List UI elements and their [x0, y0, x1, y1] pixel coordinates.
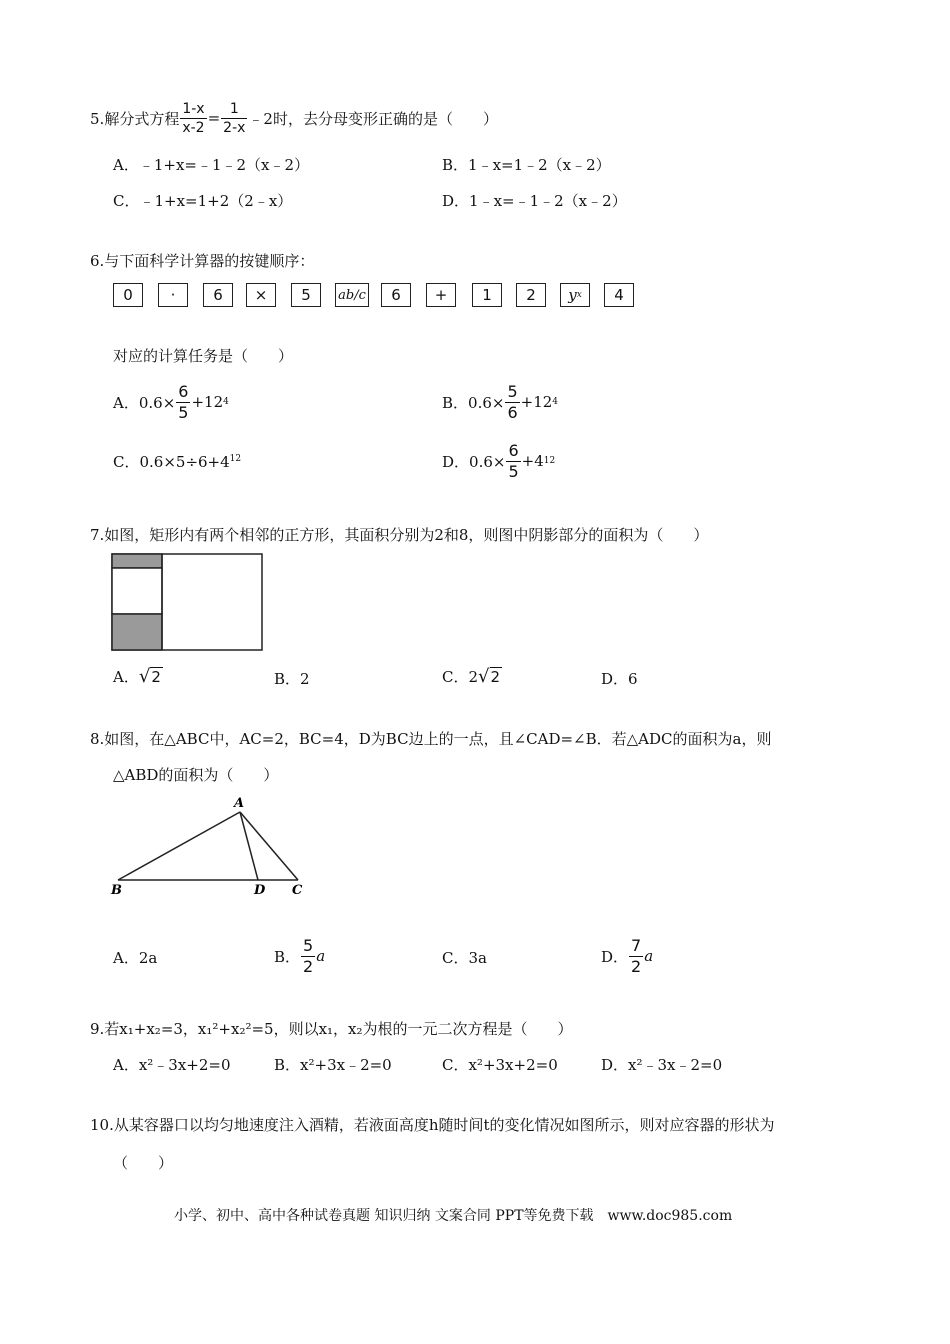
q6-option-b: B．0.6× $\frac{5}{6}$ +12 4	[442, 381, 559, 422]
q5-equals: =	[207, 109, 221, 127]
q9-option-c: C．x²+3x+2=0	[442, 1056, 558, 1074]
q8-stem-line1: 8.如图，在△ABC中，AC=2，BC=4，D为BC边上的一点，且∠CAD=∠B．若△ADC的面积为a，则	[90, 730, 772, 748]
q5-number-and-stem: 5.解分式方程	[90, 109, 180, 128]
q8-b-variable: a	[316, 947, 326, 965]
calculator-key-6: 6	[203, 283, 233, 307]
calculator-key-5: 5	[291, 283, 321, 307]
q8-d-variable: a	[644, 947, 654, 965]
calculator-key-4: 4	[604, 283, 634, 307]
q7-a-sqrt: √2	[138, 666, 161, 687]
q7-option-b: B．2	[274, 670, 310, 688]
q6-b-prefix: B．0.6×	[442, 393, 505, 412]
q6-d-prefix: D．0.6×	[442, 452, 506, 471]
small-square	[112, 568, 162, 614]
calculator-key-fraction: ab/c	[335, 283, 369, 307]
q10-stem-line1: 10.从某容器口以均匀地速度注入酒精，若液面高度h随时间t的变化情况如图所示，则对应容器的形状为	[90, 1116, 775, 1134]
q7-rectangle-figure	[111, 553, 265, 652]
q5-fraction-1: $\frac{1-x}{x-2}$	[182, 100, 205, 136]
q5-fraction-2: $\frac{1}{2-x}$	[223, 100, 246, 136]
q5-tail: ﹣2时，去分母变形正确的是（ ）	[248, 109, 498, 128]
q6-option-d: D．0.6× $\frac{6}{5}$ +4 12	[442, 440, 556, 481]
shaded-region-top	[112, 554, 162, 568]
calculator-key-times: ×	[246, 283, 276, 307]
q6-task: 对应的计算任务是（ ）	[113, 347, 294, 365]
vertex-label-c: C	[292, 883, 303, 898]
q8-d-label: D．	[601, 947, 629, 966]
shaded-region-bottom	[112, 614, 162, 650]
page-footer: 小学、初中、高中各种试卷真题 知识归纳 文案合同 PPT等免费下载 www.doc985.com	[174, 1208, 733, 1224]
q7-option-d: D．6	[601, 670, 638, 688]
q6-a-prefix: A．0.6×	[113, 393, 176, 412]
calculator-key-power: y x	[560, 283, 590, 307]
q8-d-fraction: $\frac{7}{2}$	[631, 935, 642, 976]
q5-option-b: B．1﹣x=1﹣2（x﹣2）	[442, 156, 611, 174]
q10-stem-line2: （ ）	[113, 1154, 174, 1172]
q8-option-c: C．3a	[442, 949, 487, 967]
calculator-key-dot: ·	[158, 283, 188, 307]
q6-stem: 6.与下面科学计算器的按键顺序：	[90, 252, 315, 270]
q7-option-a	[113, 666, 163, 687]
q5-option-a: A．﹣1+x=﹣1﹣2（x﹣2）	[113, 156, 310, 174]
q5-option-d: D．1﹣x=﹣1﹣2（x﹣2）	[442, 192, 627, 210]
calculator-key-plus: +	[426, 283, 456, 307]
q8-b-fraction: $\frac{5}{2}$	[303, 935, 314, 976]
q9-stem: 9.若x₁+x₂=3，x₁²+x₂²=5，则以x₁，x₂为根的一元二次方程是（ ）	[90, 1020, 573, 1038]
q8-b-label: B．	[274, 947, 301, 966]
q8-option-d	[601, 936, 653, 976]
q6-d-suffix: +4	[521, 452, 544, 470]
q6-c-text: C．0.6×5÷6+4	[113, 453, 230, 471]
q7-c-label: C．2	[442, 668, 479, 686]
q9-option-a: A．x²﹣3x+2=0	[113, 1056, 231, 1074]
q8-triangle-figure	[108, 792, 313, 898]
q8-stem-line2: △ABD的面积为（ ）	[113, 766, 279, 784]
q7-c-sqrt: √2	[478, 666, 501, 687]
q6-a-fraction: $\frac{6}{5}$	[178, 381, 189, 422]
q9-option-b: B．x²+3x﹣2=0	[274, 1056, 392, 1074]
q7-a-label: A．	[113, 668, 139, 686]
q6-option-c	[113, 451, 241, 472]
q7-option-c	[442, 666, 502, 687]
q8-option-a: A．2a	[113, 949, 158, 967]
q6-a-suffix: +12	[191, 393, 224, 411]
side-ab	[118, 812, 240, 880]
calculator-key-1: 1	[472, 283, 502, 307]
q6-b-fraction: $\frac{5}{6}$	[507, 381, 518, 422]
q7-stem: 7.如图，矩形内有两个相邻的正方形，其面积分别为2和8，则图中阴影部分的面积为（ ）	[90, 526, 709, 544]
q8-option-b	[274, 936, 325, 976]
vertex-label-d: D	[254, 883, 266, 898]
calculator-key-0: 0	[113, 283, 143, 307]
vertex-label-b: B	[111, 883, 122, 898]
q6-option-a: A．0.6× $\frac{6}{5}$ +12 4	[113, 381, 229, 422]
vertex-label-a: A	[234, 796, 245, 811]
q5-stem	[90, 98, 498, 138]
q6-d-fraction: $\frac{6}{5}$	[508, 440, 519, 481]
q6-b-suffix: +12	[520, 393, 553, 411]
calculator-key-6-second: 6	[381, 283, 411, 307]
calculator-key-2: 2	[516, 283, 546, 307]
q5-option-c: C．﹣1+x=1+2（2﹣x）	[113, 192, 293, 210]
q9-option-d: D．x²﹣3x﹣2=0	[601, 1056, 723, 1074]
q6-c-exponent: 12	[229, 454, 242, 464]
